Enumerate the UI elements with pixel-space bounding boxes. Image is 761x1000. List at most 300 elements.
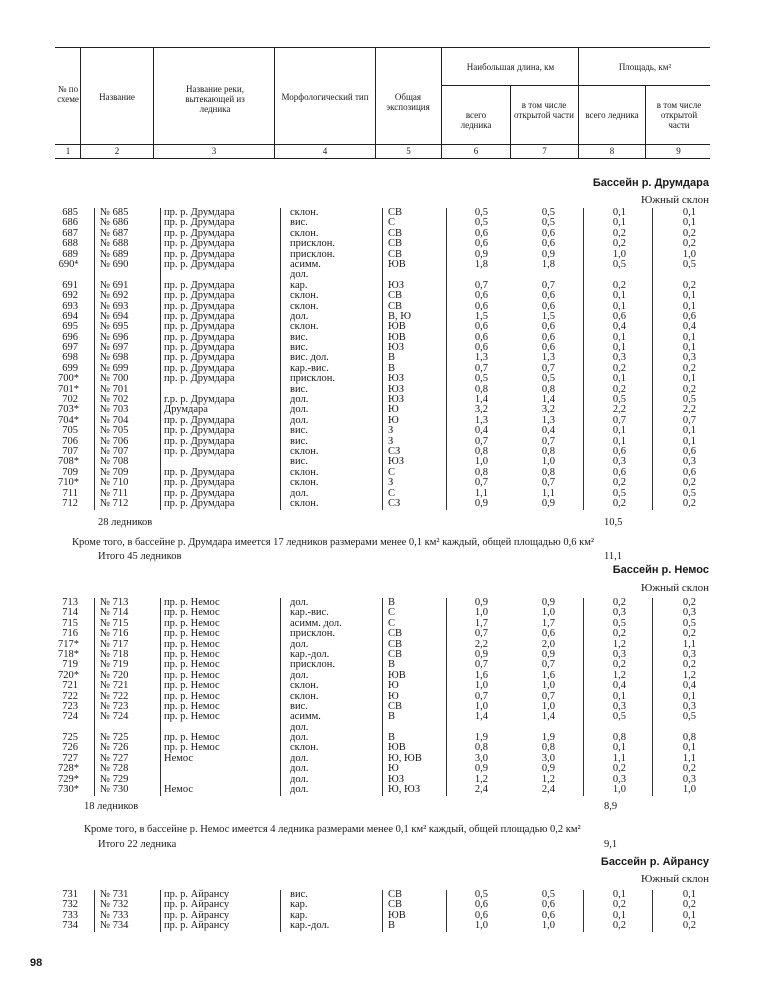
morph-type: асимм. дол. [290,617,342,629]
river-name: пр. р. Друмдара [164,207,235,218]
area-open: 0,1 [682,373,696,385]
header-number-rule [55,158,710,159]
area-open: 0,1 [682,435,696,447]
length-total: 0,5 [474,373,488,385]
scheme-number: 705 [62,425,78,437]
scheme-number: 719 [62,659,78,671]
area-total: 0,6 [612,445,626,457]
length-open: 1,5 [541,310,555,322]
length-total: 0,6 [474,909,488,921]
area-total: 0,7 [612,414,626,426]
length-total: 1,5 [474,310,488,322]
exposure: СВ [388,638,403,650]
river-name: пр. р. Друмдара [164,352,235,364]
area-total: 0,3 [612,456,626,468]
glacier-name: № 734 [100,920,129,932]
morph-type: склон. [290,321,319,333]
length-open: 0,7 [541,659,555,671]
exposure: ЮЗ [388,342,405,354]
length-total: 1,3 [474,414,488,426]
morph-type: дол. [290,404,309,416]
area-open: 0,1 [682,331,696,343]
exposure: С [388,466,396,478]
river-name: пр. р. Друмдара [164,217,235,229]
scheme-number: 706 [62,435,78,447]
river-name: пр. р. Друмдара [164,362,235,374]
morph-type: вис. [290,700,308,712]
river-name: пр. р. Друмдара [164,279,235,291]
morph-type: кар. [290,899,308,911]
scheme-number: 722 [62,690,78,702]
river-name: пр. р. Друмдара [164,258,235,270]
glacier-name: № 712 [100,497,129,509]
exposure: СВ [388,648,403,660]
glacier-name: № 699 [100,362,129,374]
glacier-name: № 696 [100,331,129,343]
river-name: пр. р. Друмдара [164,445,235,457]
area-total: 0,1 [612,373,626,385]
exposure: ЮЗ [388,383,405,395]
river-name: пр. р. Немос [164,597,220,608]
length-total: 0,8 [474,445,488,457]
scheme-number: 709 [62,466,78,478]
exposure: С [388,217,396,229]
river-name: пр. р. Друмдара [164,487,235,499]
area-open: 1,2 [682,669,696,681]
exposure: В [388,920,396,932]
length-open: 1,0 [541,456,555,468]
river-name: пр. р. Немос [164,711,220,723]
basin2-rows [0,598,761,795]
length-total: 0,4 [474,425,488,437]
area-total: 0,3 [612,773,626,785]
area-open: 0,2 [682,659,696,671]
morph-type: дол. [290,784,309,796]
exposure: ЮЗ [388,456,405,468]
glacier-name: № 728 [100,763,129,775]
header-divider [153,47,154,158]
scheme-number: 726 [62,742,78,754]
length-open: 0,8 [541,383,555,395]
column-bar [280,598,281,796]
area-open: 0,3 [682,700,696,712]
col-number: 7 [542,146,547,156]
area-open: 0,1 [682,342,696,354]
header-group-rule [441,85,710,86]
morph-type: склон. [290,742,319,754]
length-total: 0,5 [474,889,488,900]
length-open: 0,7 [541,279,555,291]
area-total: 0,2 [612,362,626,374]
morph-type: склон. [290,300,319,312]
area-open: 0,5 [682,258,696,270]
glacier-name: № 698 [100,352,129,364]
river-name: пр. р. Друмдара [164,290,235,302]
glacier-name: № 689 [100,248,129,260]
length-open: 0,6 [541,331,555,343]
glacier-name: № 721 [100,680,129,692]
col-number: 1 [65,146,71,156]
table-row [0,681,761,691]
scheme-number: 720* [58,669,79,681]
length-open: 0,6 [541,238,555,250]
area-total: 2,2 [612,404,626,416]
area-open: 0,2 [682,899,696,911]
glacier-name: № 713 [100,597,129,608]
length-total: 0,6 [474,238,488,250]
area-open: 0,3 [682,773,696,785]
length-total: 0,5 [474,217,488,229]
length-total: 0,7 [474,659,488,671]
area-open: 0,5 [682,711,696,723]
glacier-name: № 723 [100,700,129,712]
exposure: З [388,477,394,489]
length-open: 1,4 [541,394,555,406]
page-number: 98 [30,957,43,969]
area-total: 0,2 [612,477,626,489]
exposure: В [388,711,396,723]
area-open: 0,7 [682,414,696,426]
river-name: пр. р. Немос [164,638,220,650]
col-number: 3 [211,146,217,156]
river-name: пр. р. Немос [164,617,220,629]
length-total: 0,6 [474,300,488,312]
area-open: 0,1 [682,217,696,229]
exposure: Ю [388,680,399,692]
exposure: Ю, ЮЗ [388,784,421,796]
column-bar [382,598,383,796]
length-open: 1,8 [541,258,555,270]
river-name: Немос [164,752,194,764]
length-open: 0,5 [541,889,555,900]
scheme-number: 690⁴ [58,258,78,270]
area-total: 0,1 [612,331,626,343]
area-total: 0,6 [612,310,626,322]
glacier-name: № 718 [100,648,129,660]
header-col3: Название реки, вытекающей из ледника [185,84,245,114]
scheme-number: 693 [62,300,78,312]
morph-type: склон. [290,477,319,489]
col-number: 5 [406,146,411,156]
length-total: 0,9 [474,763,488,775]
area-total: 1,0 [612,248,626,260]
river-name: Друмдара [164,404,208,416]
length-open: 1,1 [541,487,555,499]
glacier-name: № 733 [100,909,129,921]
area-total: 0,3 [612,352,626,364]
scheme-number: 733 [62,909,78,921]
slope-label: Южный склон [640,873,709,885]
area-open: 0,2 [682,238,696,250]
length-total: 1,4 [474,711,488,723]
area-open: 0,1 [682,425,696,437]
glacier-count-area: 8,9 [604,801,618,812]
scheme-number: 703* [58,404,79,416]
header-col4: Морфологический тип [281,92,369,102]
river-name: пр. р. Немос [164,690,220,702]
area-open: 0,1 [682,207,696,218]
column-bar [446,208,447,510]
table-row [0,478,761,488]
glacier-name: № 731 [100,889,129,900]
length-open: 0,6 [541,290,555,302]
length-open: 0,5 [541,373,555,385]
glacier-name: № 695 [100,321,129,333]
column-bar [280,208,281,510]
scheme-number: 734 [62,920,78,932]
length-total: 0,7 [474,435,488,447]
glacier-name: № 685 [100,207,129,218]
morph-type: дол. [290,269,309,281]
scheme-number: 711 [62,487,78,499]
morph-type: склон. [290,227,319,239]
length-open: 0,4 [541,425,555,437]
river-name: пр. р. Друмдара [164,373,235,385]
area-total: 0,3 [612,648,626,660]
col-number: 6 [473,146,479,156]
glacier-name: № 715 [100,617,129,629]
glacier-name: № 691 [100,279,129,291]
area-open: 0,4 [682,680,696,692]
area-open: 0,2 [682,597,696,608]
exposure: СВ [388,227,403,239]
area-open: 1,1 [682,638,696,650]
exposure: З [388,425,394,437]
basin1-rows [0,208,761,509]
length-open: 0,9 [541,248,555,260]
area-total: 0,1 [612,742,626,754]
area-open: 0,5 [682,394,696,406]
exposure: В [388,659,396,671]
table-row [0,239,761,249]
area-total: 0,2 [612,597,626,608]
header-group-area: Площадь, км² [618,62,672,72]
area-total: 0,2 [612,383,626,395]
length-total: 1,0 [474,456,488,468]
length-open: 0,6 [541,300,555,312]
scheme-number: 712 [62,497,78,509]
length-total: 2,2 [474,638,488,650]
glacier-name: № 705 [100,425,129,437]
glacier-name: № 719 [100,659,129,671]
glacier-name: № 707 [100,445,129,457]
morph-type: вис. дол. [290,352,329,364]
length-open: 0,7 [541,690,555,702]
length-total: 1,6 [474,669,488,681]
morph-type: вис. [290,217,308,229]
length-total: 0,6 [474,290,488,302]
river-name: пр. р. Друмдара [164,310,235,322]
scheme-number: 699 [62,362,78,374]
length-total: 0,7 [474,477,488,489]
area-total: 0,2 [612,763,626,775]
exposure: ЮВ [388,669,406,681]
table-row [0,260,761,270]
column-bar [382,208,383,510]
exposure: Ю [388,690,399,702]
area-total: 0,2 [612,497,626,509]
river-name: пр. р. Немос [164,659,220,671]
morph-type: присклон. [290,659,335,671]
morph-type: вис. [290,889,308,900]
area-total: 0,1 [612,425,626,437]
length-open: 0,6 [541,909,555,921]
length-total: 1,2 [474,773,488,785]
river-name: пр. р. Немос [164,680,220,692]
river-name: пр. р. Айрансу [164,920,230,932]
glacier-count-area: 10,5 [604,517,623,528]
morph-type: дол. [290,752,309,764]
glacier-name: № 694 [100,310,129,322]
column-bar [446,598,447,796]
area-total: 0,1 [612,889,626,900]
length-total: 1,1 [474,487,488,499]
scheme-number: 686 [62,217,78,229]
scheme-number: 732 [62,899,78,911]
glacier-count: 28 ледников [98,517,153,528]
header-divider [645,86,646,158]
table-row [0,712,761,722]
scheme-number: 704* [58,414,79,426]
length-open: 3,0 [541,752,555,764]
column-bar [652,890,653,932]
morph-type: дол. [290,394,309,406]
river-name: пр. р. Немос [164,732,220,744]
exposure: Ю [388,414,399,426]
area-open: 0,2 [682,227,696,239]
glacier-name: № 693 [100,300,129,312]
header-divider [375,47,376,158]
exposure: ЮВ [388,742,406,754]
glacier-name: № 687 [100,227,129,239]
length-total: 3,0 [474,752,488,764]
table-row [0,785,761,795]
glacier-name: № 711 [100,487,129,499]
area-total: 0,8 [612,732,626,744]
area-total: 1,0 [612,784,626,796]
river-name: пр. р. Немос [164,607,220,619]
scheme-number: 698 [62,352,78,364]
area-total: 1,2 [612,638,626,650]
length-total: 0,9 [474,597,488,608]
length-open: 1,9 [541,732,555,744]
glacier-name: № 710 [100,477,129,489]
length-total: 0,6 [474,321,488,333]
river-name: пр. р. Друмдара [164,414,235,426]
exposure: СВ [388,238,403,250]
area-open: 0,5 [682,617,696,629]
area-open: 0,3 [682,456,696,468]
glacier-count: 18 ледников [84,801,139,812]
morph-type: дол. [290,721,309,733]
length-open: 0,8 [541,742,555,754]
column-bar [94,208,95,510]
exposure: СВ [388,889,403,900]
length-total: 0,5 [474,207,488,218]
exposure: С [388,487,396,499]
scheme-number: 702 [62,394,78,406]
column-bar [583,890,584,932]
exposure: В [388,597,396,608]
river-name: пр. р. Айрансу [164,889,230,900]
length-total: 0,6 [474,331,488,343]
slope-label: Южный склон [640,582,709,594]
area-open: 0,4 [682,321,696,333]
morph-type: присклон. [290,373,335,385]
scheme-number: 713 [62,597,78,608]
exposure: ЮЗ [388,773,405,785]
glacier-name: № 722 [100,690,129,702]
area-total: 0,5 [612,487,626,499]
morph-type: дол. [290,669,309,681]
length-total: 0,9 [474,248,488,260]
length-total: 1,9 [474,732,488,744]
length-open: 0,5 [541,207,555,218]
length-open: 1,4 [541,711,555,723]
exposure: ЮЗ [388,373,405,385]
length-total: 1,8 [474,258,488,270]
area-open: 0,2 [682,497,696,509]
length-open: 0,7 [541,435,555,447]
scheme-number: 715 [62,617,78,629]
basin-note: Кроме того, в бассейне р. Друмдара имеется 17 ледников размерами менее 0,1 км² каждый, общей площадью 0,6 км² [72,537,595,548]
basin-total-area: 11,1 [604,551,622,562]
glacier-name: № 702 [100,394,129,406]
scheme-number: 691 [62,279,78,291]
length-open: 0,7 [541,362,555,374]
area-total: 0,2 [612,920,626,932]
exposure: Ю, ЮВ [388,752,422,764]
glacier-name: № 724 [100,711,129,723]
river-name: пр. р. Друмдара [164,435,235,447]
exposure: В [388,352,396,364]
river-name: пр. р. Друмдара [164,425,235,437]
scheme-number: 714 [62,607,78,619]
length-open: 2,0 [541,638,555,650]
exposure: СВ [388,899,403,911]
exposure: СЗ [388,445,401,457]
column-bar [446,890,447,932]
area-open: 0,5 [682,487,696,499]
length-open: 0,6 [541,899,555,911]
exposure: ЮВ [388,321,406,333]
glacier-name: № 700 [100,373,129,385]
river-name: пр. р. Друмдара [164,342,235,354]
area-open: 0,2 [682,362,696,374]
col-number: 8 [609,146,615,156]
table-row [0,629,761,639]
basin-total-area: 9,1 [604,839,618,850]
area-total: 0,2 [612,628,626,640]
length-total: 0,8 [474,742,488,754]
length-total: 1,0 [474,607,488,619]
area-open: 0,6 [682,310,696,322]
header-col6: всего ледника [460,110,492,130]
area-open: 1,1 [682,752,696,764]
length-total: 0,8 [474,383,488,395]
exposure: В [388,362,396,374]
glacier-name: № 730 [100,784,129,796]
area-open: 0,1 [682,290,696,302]
glacier-name: № 717 [100,638,129,650]
river-name: пр. р. Друмдара [164,331,235,343]
col-number: 9 [676,146,681,156]
length-total: 1,0 [474,920,488,932]
length-open: 0,7 [541,477,555,489]
area-open: 0,6 [682,466,696,478]
morph-type: склон. [290,680,319,692]
glacier-name: № 688 [100,238,129,250]
